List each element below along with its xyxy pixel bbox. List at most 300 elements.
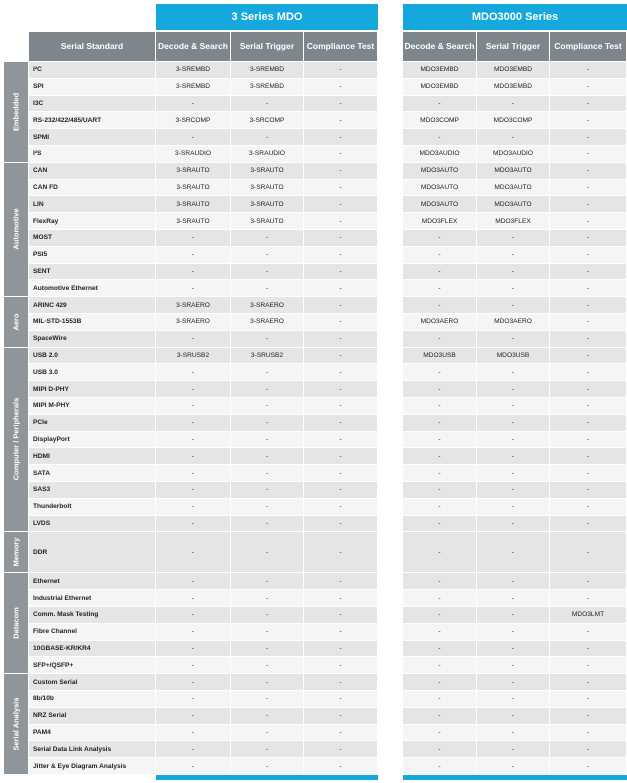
group-separator bbox=[378, 280, 403, 297]
option-cell: - bbox=[156, 96, 231, 113]
option-cell: - bbox=[477, 499, 550, 516]
option-cell: - bbox=[231, 674, 304, 691]
option-cell: - bbox=[477, 465, 550, 482]
option-cell: - bbox=[550, 573, 627, 590]
table-row bbox=[29, 112, 627, 129]
option-cell: - bbox=[477, 624, 550, 641]
option-cell: - bbox=[477, 573, 550, 590]
option-cell: - bbox=[403, 482, 477, 499]
category-name: Aero bbox=[11, 313, 21, 331]
option-cell: - bbox=[231, 415, 304, 432]
group-separator bbox=[378, 607, 403, 624]
option-cell: MDO3AUTO bbox=[403, 163, 477, 180]
option-cell: MDO3AERO bbox=[403, 314, 477, 331]
option-cell: - bbox=[403, 264, 477, 281]
serial-standard-cell: Custom Serial bbox=[29, 674, 156, 691]
option-cell: - bbox=[403, 725, 477, 742]
option-cell: - bbox=[231, 465, 304, 482]
option-cell: - bbox=[477, 264, 550, 281]
option-cell: - bbox=[550, 62, 627, 79]
table-row bbox=[29, 314, 627, 331]
option-cell: - bbox=[304, 482, 378, 499]
table-row bbox=[29, 230, 627, 247]
option-cell: - bbox=[156, 708, 231, 725]
option-cell: - bbox=[477, 96, 550, 113]
option-cell: MDO3AUTO bbox=[403, 180, 477, 197]
option-cell: - bbox=[403, 499, 477, 516]
option-cell: - bbox=[550, 415, 627, 432]
table-row bbox=[29, 331, 627, 348]
option-cell: - bbox=[550, 331, 627, 348]
option-cell: - bbox=[403, 129, 477, 146]
option-cell: - bbox=[304, 381, 378, 398]
option-cell: - bbox=[156, 129, 231, 146]
serial-standard-cell: 8b/10b bbox=[29, 691, 156, 708]
category-label bbox=[4, 297, 28, 347]
option-cell: - bbox=[550, 482, 627, 499]
option-cell: - bbox=[231, 264, 304, 281]
option-cell: - bbox=[477, 674, 550, 691]
option-cell: - bbox=[550, 112, 627, 129]
option-cell: - bbox=[231, 641, 304, 658]
option-cell: - bbox=[550, 624, 627, 641]
option-cell: MDO3AUDIO bbox=[403, 146, 477, 163]
table-row bbox=[29, 516, 627, 533]
serial-standard-cell: Fibre Channel bbox=[29, 624, 156, 641]
serial-standard-cell: PAM4 bbox=[29, 725, 156, 742]
group-separator bbox=[378, 657, 403, 674]
option-cell: - bbox=[550, 381, 627, 398]
group-separator bbox=[378, 112, 403, 129]
category-label bbox=[4, 62, 28, 163]
option-cell: 3-SRUSB2 bbox=[156, 348, 231, 365]
group-footer-bar bbox=[403, 775, 627, 780]
group-separator bbox=[378, 674, 403, 691]
option-cell: - bbox=[304, 331, 378, 348]
group-separator bbox=[378, 758, 403, 775]
option-cell: - bbox=[304, 163, 378, 180]
option-cell: - bbox=[477, 691, 550, 708]
option-cell: - bbox=[550, 758, 627, 775]
option-cell: - bbox=[156, 607, 231, 624]
option-cell: - bbox=[477, 657, 550, 674]
option-cell: - bbox=[304, 641, 378, 658]
table-row bbox=[29, 465, 627, 482]
option-cell: 3-SRAUTO bbox=[231, 180, 304, 197]
option-cell: - bbox=[477, 758, 550, 775]
option-cell: - bbox=[403, 280, 477, 297]
option-cell: - bbox=[550, 499, 627, 516]
group-separator bbox=[378, 725, 403, 742]
option-cell: 3-SRAERO bbox=[231, 314, 304, 331]
option-cell: - bbox=[550, 280, 627, 297]
option-cell: - bbox=[477, 129, 550, 146]
option-cell: 3-SRAUTO bbox=[156, 213, 231, 230]
serial-standard-cell: MOST bbox=[29, 230, 156, 247]
group-separator bbox=[378, 264, 403, 281]
table-row bbox=[29, 381, 627, 398]
group-separator bbox=[378, 314, 403, 331]
option-cell: - bbox=[304, 79, 378, 96]
table-row bbox=[29, 725, 627, 742]
group-header-3-series-mdo: 3 Series MDO bbox=[156, 4, 378, 30]
option-cell: - bbox=[550, 180, 627, 197]
option-cell: - bbox=[550, 516, 627, 533]
option-cell: - bbox=[304, 499, 378, 516]
option-cell: - bbox=[156, 247, 231, 264]
option-cell: - bbox=[477, 516, 550, 533]
option-cell: - bbox=[403, 96, 477, 113]
option-cell: - bbox=[304, 96, 378, 113]
option-cell: - bbox=[550, 448, 627, 465]
option-cell: - bbox=[156, 741, 231, 758]
table-row bbox=[29, 247, 627, 264]
option-cell: - bbox=[304, 230, 378, 247]
option-cell: MDO3LMT bbox=[550, 607, 627, 624]
option-cell: - bbox=[231, 482, 304, 499]
table-row bbox=[29, 129, 627, 146]
option-cell: - bbox=[403, 691, 477, 708]
option-cell: - bbox=[231, 708, 304, 725]
option-cell: - bbox=[477, 532, 550, 573]
option-cell: 3-SREMBD bbox=[156, 62, 231, 79]
option-cell: 3-SRAUTO bbox=[231, 213, 304, 230]
table-row bbox=[29, 96, 627, 113]
option-cell: MDO3FLEX bbox=[477, 213, 550, 230]
option-cell: - bbox=[231, 725, 304, 742]
table-row bbox=[29, 758, 627, 775]
option-cell: - bbox=[403, 448, 477, 465]
serial-standard-cell: USB 3.0 bbox=[29, 364, 156, 381]
option-cell: - bbox=[304, 314, 378, 331]
option-cell: MDO3USB bbox=[477, 348, 550, 365]
option-cell: - bbox=[403, 741, 477, 758]
option-cell: - bbox=[304, 297, 378, 314]
option-cell: - bbox=[231, 364, 304, 381]
option-cell: - bbox=[477, 607, 550, 624]
option-cell: - bbox=[403, 432, 477, 449]
option-cell: - bbox=[156, 499, 231, 516]
column-header-serial-standard: Serial Standard bbox=[29, 32, 156, 61]
group-separator bbox=[378, 641, 403, 658]
option-cell: - bbox=[403, 590, 477, 607]
option-cell: - bbox=[550, 163, 627, 180]
option-cell: - bbox=[231, 741, 304, 758]
option-cell: MDO3AUTO bbox=[477, 196, 550, 213]
option-cell: - bbox=[156, 230, 231, 247]
serial-standard-cell: SPI bbox=[29, 79, 156, 96]
option-cell: - bbox=[304, 607, 378, 624]
group-separator bbox=[378, 624, 403, 641]
option-cell: MDO3EMBD bbox=[403, 62, 477, 79]
column-header-g2-trigger: Serial Trigger bbox=[477, 32, 550, 61]
option-cell: - bbox=[304, 146, 378, 163]
group-separator bbox=[378, 590, 403, 607]
option-cell: - bbox=[550, 146, 627, 163]
table-row bbox=[29, 573, 627, 590]
option-cell: - bbox=[477, 448, 550, 465]
category-name: Memory bbox=[11, 538, 21, 567]
table-row bbox=[29, 146, 627, 163]
table-row bbox=[29, 499, 627, 516]
option-cell: MDO3EMBD bbox=[477, 62, 550, 79]
serial-standard-cell: RS-232/422/485/UART bbox=[29, 112, 156, 129]
option-cell: MDO3AUDIO bbox=[477, 146, 550, 163]
serial-standard-cell: CAN bbox=[29, 163, 156, 180]
category-name: Serial Analysis bbox=[11, 697, 21, 751]
option-cell: - bbox=[550, 465, 627, 482]
column-header-g1-compliance: Compliance Test bbox=[304, 32, 378, 61]
table-row bbox=[29, 163, 627, 180]
option-cell: - bbox=[550, 590, 627, 607]
serial-standard-cell: MIPI D-PHY bbox=[29, 381, 156, 398]
group-separator bbox=[378, 465, 403, 482]
serial-standard-cell: CAN FD bbox=[29, 180, 156, 197]
option-cell: - bbox=[477, 364, 550, 381]
option-cell: - bbox=[156, 482, 231, 499]
group-separator bbox=[378, 381, 403, 398]
table-row bbox=[29, 415, 627, 432]
group-separator bbox=[378, 398, 403, 415]
table-row bbox=[29, 674, 627, 691]
option-cell: - bbox=[231, 573, 304, 590]
serial-standard-cell: SFP+/QSFP+ bbox=[29, 657, 156, 674]
table-row bbox=[29, 79, 627, 96]
option-cell: MDO3EMBD bbox=[477, 79, 550, 96]
option-cell: - bbox=[156, 448, 231, 465]
option-cell: 3-SREMBD bbox=[231, 62, 304, 79]
option-cell: - bbox=[304, 532, 378, 573]
option-cell: - bbox=[403, 532, 477, 573]
option-cell: - bbox=[403, 398, 477, 415]
option-cell: - bbox=[477, 247, 550, 264]
option-cell: - bbox=[550, 196, 627, 213]
option-cell: - bbox=[477, 280, 550, 297]
option-cell: MDO3USB bbox=[403, 348, 477, 365]
option-cell: - bbox=[403, 624, 477, 641]
option-cell: - bbox=[403, 230, 477, 247]
option-cell: - bbox=[156, 758, 231, 775]
serial-standard-cell: SPMI bbox=[29, 129, 156, 146]
option-cell: - bbox=[304, 465, 378, 482]
option-cell: - bbox=[156, 725, 231, 742]
option-cell: - bbox=[304, 364, 378, 381]
option-cell: 3-SRCOMP bbox=[231, 112, 304, 129]
serial-standard-cell: I3C bbox=[29, 96, 156, 113]
serial-standard-cell: I²S bbox=[29, 146, 156, 163]
option-cell: - bbox=[550, 432, 627, 449]
option-cell: - bbox=[403, 331, 477, 348]
group-separator bbox=[378, 331, 403, 348]
category-name: Embedded bbox=[11, 92, 21, 132]
group-separator bbox=[378, 129, 403, 146]
option-cell: - bbox=[156, 624, 231, 641]
serial-standard-cell: DDR bbox=[29, 532, 156, 573]
option-cell: - bbox=[231, 398, 304, 415]
option-cell: - bbox=[231, 331, 304, 348]
option-cell: - bbox=[156, 674, 231, 691]
option-cell: - bbox=[231, 758, 304, 775]
option-cell: - bbox=[231, 96, 304, 113]
table-row bbox=[29, 280, 627, 297]
option-cell: - bbox=[304, 573, 378, 590]
group-separator bbox=[378, 432, 403, 449]
group-separator bbox=[378, 247, 403, 264]
option-cell: - bbox=[550, 348, 627, 365]
option-cell: - bbox=[550, 641, 627, 658]
option-cell: - bbox=[477, 331, 550, 348]
serial-standard-cell: FlexRay bbox=[29, 213, 156, 230]
option-cell: - bbox=[231, 607, 304, 624]
option-cell: - bbox=[477, 590, 550, 607]
serial-standard-cell: Serial Data Link Analysis bbox=[29, 741, 156, 758]
table-row bbox=[29, 196, 627, 213]
table-row bbox=[29, 482, 627, 499]
option-cell: - bbox=[304, 516, 378, 533]
serial-standard-cell: SENT bbox=[29, 264, 156, 281]
option-cell: - bbox=[550, 213, 627, 230]
option-cell: - bbox=[231, 448, 304, 465]
category-name: Datacom bbox=[11, 607, 21, 640]
serial-standard-cell: LVDS bbox=[29, 516, 156, 533]
serial-standard-cell: MIPI M-PHY bbox=[29, 398, 156, 415]
option-cell: - bbox=[231, 590, 304, 607]
option-cell: - bbox=[550, 708, 627, 725]
option-cell: MDO3EMBD bbox=[403, 79, 477, 96]
option-cell: - bbox=[156, 532, 231, 573]
option-cell: - bbox=[156, 331, 231, 348]
group-separator bbox=[378, 146, 403, 163]
serial-standard-cell: PSI5 bbox=[29, 247, 156, 264]
serial-standard-cell: Ethernet bbox=[29, 573, 156, 590]
option-cell: MDO3AUTO bbox=[477, 163, 550, 180]
option-cell: - bbox=[231, 691, 304, 708]
option-cell: 3-SRAUTO bbox=[156, 163, 231, 180]
option-cell: - bbox=[231, 516, 304, 533]
option-cell: - bbox=[477, 230, 550, 247]
option-cell: - bbox=[304, 708, 378, 725]
table-row bbox=[29, 708, 627, 725]
option-cell: - bbox=[403, 465, 477, 482]
table-row bbox=[29, 180, 627, 197]
serial-standard-cell: Comm. Mask Testing bbox=[29, 607, 156, 624]
option-cell: - bbox=[403, 573, 477, 590]
column-header-g1-trigger: Serial Trigger bbox=[231, 32, 304, 61]
group-separator bbox=[378, 499, 403, 516]
option-cell: - bbox=[304, 590, 378, 607]
group-separator bbox=[378, 708, 403, 725]
option-cell: 3-SRAUTO bbox=[231, 163, 304, 180]
option-cell: 3-SRAERO bbox=[231, 297, 304, 314]
option-cell: - bbox=[156, 573, 231, 590]
option-cell: - bbox=[403, 674, 477, 691]
option-cell: MDO3AERO bbox=[477, 314, 550, 331]
group-separator bbox=[378, 482, 403, 499]
category-name: Automotive bbox=[11, 208, 21, 251]
group-separator bbox=[378, 691, 403, 708]
option-cell: MDO3COMP bbox=[477, 112, 550, 129]
serial-standard-cell: Automotive Ethernet bbox=[29, 280, 156, 297]
group-separator bbox=[378, 741, 403, 758]
option-cell: - bbox=[403, 607, 477, 624]
option-cell: - bbox=[477, 415, 550, 432]
option-cell: - bbox=[304, 657, 378, 674]
option-cell: MDO3COMP bbox=[403, 112, 477, 129]
option-cell: 3-SRUSB2 bbox=[231, 348, 304, 365]
table-row bbox=[29, 348, 627, 365]
option-cell: - bbox=[477, 708, 550, 725]
option-cell: 3-SRAUDIO bbox=[156, 146, 231, 163]
column-header-g2-decode: Decode & Search bbox=[403, 32, 477, 61]
option-cell: 3-SRAUTO bbox=[231, 196, 304, 213]
serial-standard-cell: PCIe bbox=[29, 415, 156, 432]
option-cell: - bbox=[304, 213, 378, 230]
option-cell: - bbox=[550, 247, 627, 264]
serial-standard-cell: SpaceWire bbox=[29, 331, 156, 348]
table-row bbox=[29, 590, 627, 607]
option-cell: - bbox=[304, 264, 378, 281]
option-cell: - bbox=[550, 129, 627, 146]
option-cell: - bbox=[550, 725, 627, 742]
column-header-g2-compliance: Compliance Test bbox=[550, 32, 627, 61]
option-cell: - bbox=[304, 196, 378, 213]
category-label bbox=[4, 532, 28, 573]
group-separator bbox=[378, 348, 403, 365]
option-cell: - bbox=[550, 314, 627, 331]
option-cell: - bbox=[304, 415, 378, 432]
option-cell: 3-SREMBD bbox=[156, 79, 231, 96]
option-cell: 3-SREMBD bbox=[231, 79, 304, 96]
option-cell: - bbox=[231, 624, 304, 641]
option-cell: - bbox=[550, 79, 627, 96]
option-cell: - bbox=[550, 657, 627, 674]
option-cell: - bbox=[156, 381, 231, 398]
table-row bbox=[29, 624, 627, 641]
option-cell: MDO3AUTO bbox=[477, 180, 550, 197]
option-cell: - bbox=[156, 398, 231, 415]
option-cell: - bbox=[156, 465, 231, 482]
option-cell: 3-SRAERO bbox=[156, 297, 231, 314]
table-row bbox=[29, 607, 627, 624]
option-cell: - bbox=[231, 532, 304, 573]
group-separator bbox=[378, 79, 403, 96]
table-row bbox=[29, 398, 627, 415]
option-cell: - bbox=[304, 247, 378, 264]
column-header-g1-decode: Decode & Search bbox=[156, 32, 231, 61]
option-cell: - bbox=[231, 230, 304, 247]
option-cell: - bbox=[304, 448, 378, 465]
option-cell: - bbox=[156, 590, 231, 607]
serial-standard-cell: Thunderbolt bbox=[29, 499, 156, 516]
option-cell: - bbox=[304, 398, 378, 415]
serial-standard-cell: USB 2.0 bbox=[29, 348, 156, 365]
option-cell: - bbox=[550, 297, 627, 314]
option-cell: - bbox=[550, 674, 627, 691]
group-separator bbox=[378, 297, 403, 314]
table-row bbox=[29, 213, 627, 230]
option-cell: - bbox=[304, 624, 378, 641]
option-cell: - bbox=[304, 62, 378, 79]
option-cell: 3-SRAERO bbox=[156, 314, 231, 331]
option-cell: - bbox=[304, 725, 378, 742]
option-cell: - bbox=[156, 280, 231, 297]
serial-standard-cell: DisplayPort bbox=[29, 432, 156, 449]
category-label bbox=[4, 573, 28, 674]
table-row bbox=[29, 741, 627, 758]
group-separator bbox=[378, 364, 403, 381]
option-cell: 3-SRAUDIO bbox=[231, 146, 304, 163]
serial-standard-cell: Industrial Ethernet bbox=[29, 590, 156, 607]
